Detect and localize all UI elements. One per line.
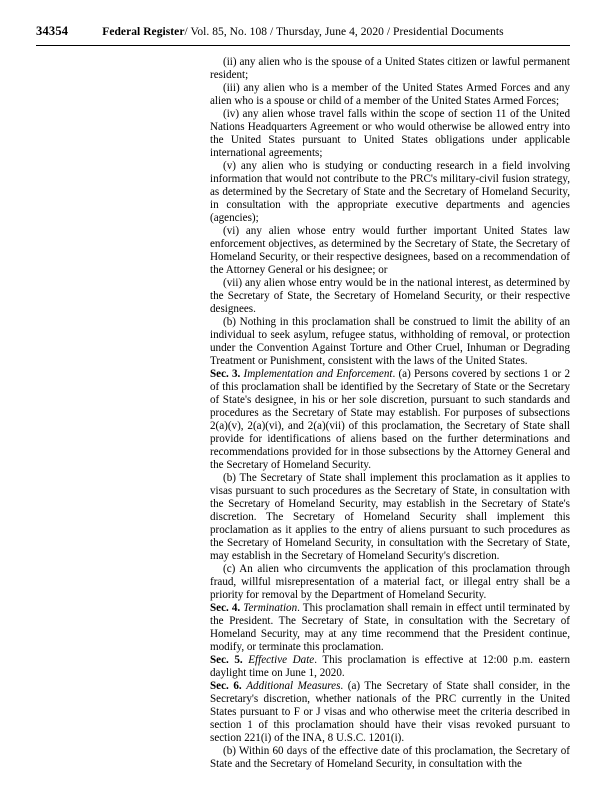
- section-lead-sec-3: . (a) Persons covered by sections 1 or 2 of this proclamation shall be identified by the Secretary of State or the Secretary of State's designee, in his or her sole discretion, pursuant to such standards and procedures as the Secretary of State may establish. For purposes of subsections 2(a)(v), 2(a)(vi), and 2(a)(vii) of this proclamation, the Secretary of State shall provide for identifications of aliens based on the further determinations and recommendations provided for in those subsections by the Attorney General and the Secretary of Homeland Security.: [210, 368, 570, 471]
- page-header: [36, 24, 570, 46]
- section-title-sec-3: Implementation and Enforcement: [243, 368, 393, 380]
- paragraph-clause-ii: (ii) any alien who is the spouse of a United States citizen or lawful permanent resident;: [210, 56, 570, 81]
- section-label-sec-3: Sec. 3.: [210, 368, 241, 380]
- paragraph-sec-3-c: (c) An alien who circumvents the application of this proclamation through fraud, willful misrepresentation of a material fact, or illegal entry shall be a priority for removal by the Department of Homeland Security.: [210, 563, 570, 601]
- section-label-sec-6: Sec. 6.: [210, 680, 242, 692]
- section-sec-3: [210, 368, 570, 472]
- paragraph-clause-v: (v) any alien who is studying or conducting research in a field involving information that would not contribute to the PRC's military-civil fusion strategy, as determined by the Secretary of State and the Secretary of Homeland Security, in consultation with the appropriate executive departments and agencies (agencies);: [210, 160, 570, 224]
- page-number: 34354: [36, 24, 69, 38]
- section-sec-5: [210, 654, 570, 680]
- section-label-sec-4: Sec. 4.: [210, 602, 241, 614]
- section-title-sec-5: Effective Date: [248, 654, 315, 666]
- publication-title: Federal Register: [102, 26, 185, 38]
- paragraph-clause-iii: (iii) any alien who is a member of the United States Armed Forces and any alien who is a spouse or child of a member of the United States Armed Forces;: [210, 82, 570, 107]
- section-title-sec-6: Additional Measures: [246, 680, 341, 692]
- paragraph-subsection-b: (b) Nothing in this proclamation shall be construed to limit the ability of an individual to seek asylum, refugee status, withholding of removal, or protection under the Convention Against Torture and Other Cruel, Inhuman or Degrading Treatment or Punishment, consistent with the laws of the United States.: [210, 316, 570, 367]
- section-sec-6: [210, 680, 570, 745]
- paragraph-clause-iv: (iv) any alien whose travel falls within the scope of section 11 of the United Nations Headquarters Agreement or who would otherwise be allowed entry into the United States pursuant to United States obligations under applicable international agreements;: [210, 108, 570, 159]
- section-sec-4: [210, 602, 570, 654]
- paragraph-clause-vii: (vii) any alien whose entry would be in the national interest, as determined by the Secretary of State, the Secretary of Homeland Security, or their respective designees.: [210, 277, 570, 315]
- paragraph-sec-3-b: (b) The Secretary of State shall implement this proclamation as it applies to visas pursuant to such procedures as the Secretary of State, in consultation with the Secretary of Homeland Security, may establish in the Secretary of State's discretion. The Secretary of Homeland Security shall implement this proclamation as it applies to the entry of aliens pursuant to such procedures as the Secretary of Homeland Security, in consultation with the Secretary of State, may establish in the Secretary of Homeland Security's discretion.: [210, 472, 570, 562]
- paragraph-clause-vi: (vi) any alien whose entry would further important United States law enforcement objectives, as determined by the Secretary of State, the Secretary of Homeland Security, or their respective designees, based on a recommendation of the Attorney General or his designee; or: [210, 225, 570, 276]
- body-column: [210, 56, 570, 771]
- header-rule: [36, 45, 570, 46]
- section-lead-sec-6: . (a) The Secretary of State shall consider, in the Secretary's discretion, whether nationals of the PRC currently in the United States pursuant to F or J visas and who otherwise meet the criteria described in section 1 of this proclamation should have their visas revoked pursuant to section 221(i) of the INA, 8 U.S.C. 1201(i).: [210, 680, 571, 744]
- section-lead-sec-4: . This proclamation shall remain in effect until terminated by the President. The Secretary of State, in consultation with the Secretary of Homeland Security, may at any time recommend that the President continue, modify, or terminate this proclamation.: [210, 602, 570, 653]
- section-label-sec-5: Sec. 5.: [210, 654, 243, 666]
- citation-text: / Vol. 85, No. 108 / Thursday, June 4, 2020 / Presidential Documents: [184, 26, 504, 38]
- header-citation: [102, 26, 503, 38]
- section-title-sec-4: Termination: [243, 602, 298, 614]
- paragraph-sec-6-b: (b) Within 60 days of the effective date of this proclamation, the Secretary of State and the Secretary of Homeland Security, in consultation with the: [210, 745, 570, 770]
- section-lead-sec-5: . This proclamation is effective at 12:00 p.m. eastern daylight time on June 1, 2020.: [210, 654, 570, 679]
